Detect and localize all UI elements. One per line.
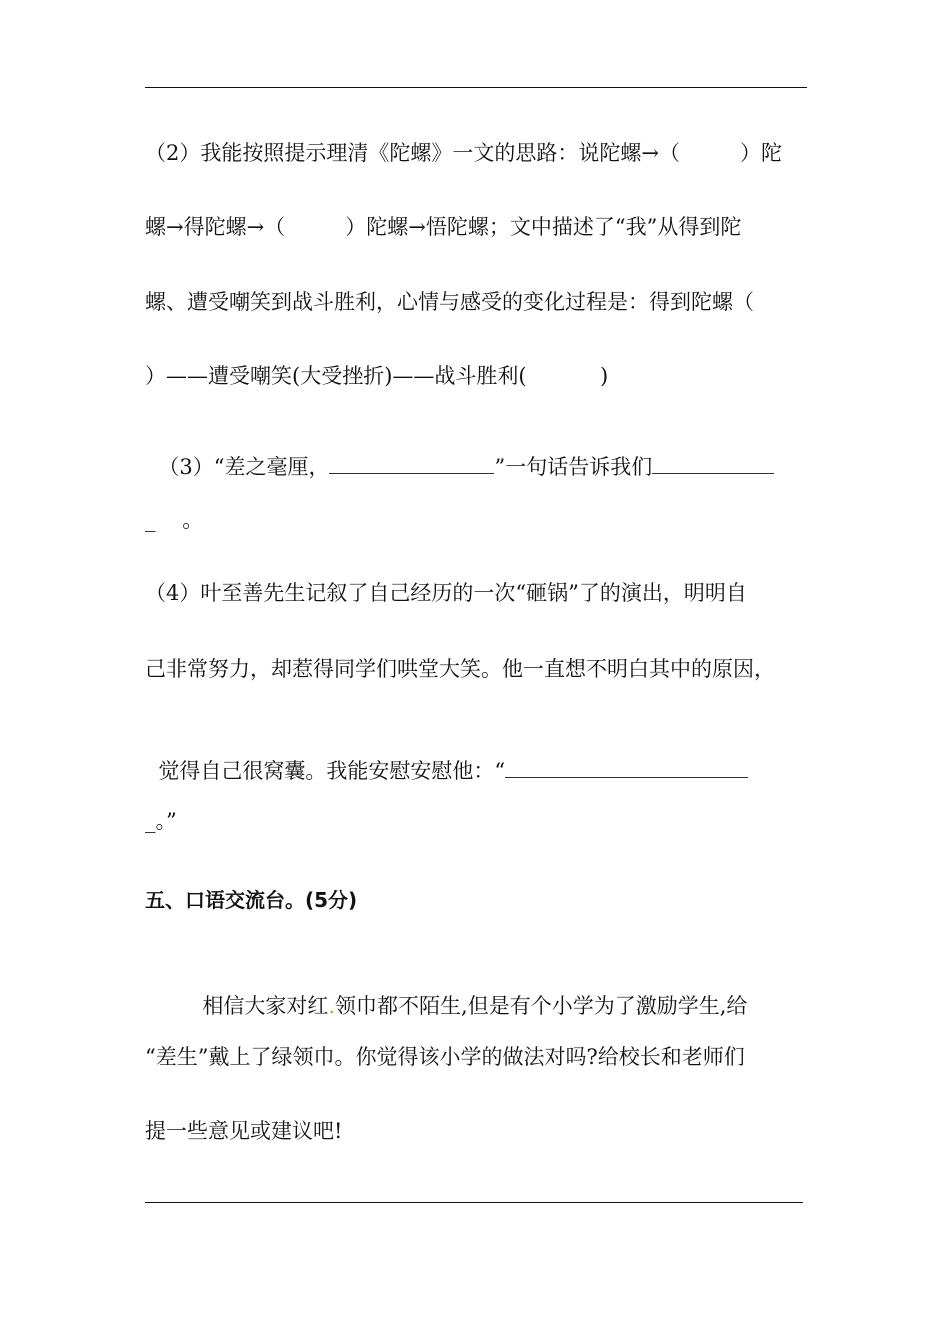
section-5-para-line-1 [189, 967, 747, 1019]
q2-line-1: （2）我能按照提示理清《陀螺》一文的思路：说陀螺→（ ）陀 [145, 141, 783, 165]
q4-line-4: _。” [145, 809, 177, 833]
q3-line-2: _ 。 [145, 508, 204, 532]
para-line-1-b: 领巾都不陌生,但是有个小学为了激励学生,给 [335, 994, 748, 1018]
section-5-para-line-2: “差生”戴上了绿领巾。你觉得该小学的做法对吗?给校长和老师们 [145, 1045, 745, 1069]
para-line-1-a: 相信大家对红 [202, 994, 329, 1018]
q4-answer-blank[interactable] [505, 757, 748, 778]
section-5-heading: 五、口语交流台。(5分) [145, 888, 358, 912]
section-5-para-line-3: 提一些意见或建议吧! [145, 1119, 343, 1143]
q4-line-1: （4）叶至善先生记叙了自己经历的一次“砸锅”了的演出，明明自 [145, 581, 747, 605]
q2-line-2: 螺→得陀螺→（ ）陀螺→悟陀螺；文中描述了“我”从得到陀 [145, 215, 742, 239]
emphasis-dot: . [328, 994, 336, 1018]
answer-line[interactable] [145, 1202, 803, 1203]
q2-line-4: ）——遭受嘲笑(大受挫折)——战斗胜利( ) [145, 364, 609, 388]
q4-line-3 [145, 731, 748, 784]
q3-prefix: （3）“差之毫厘， [158, 455, 330, 479]
q3-middle: ”一句话告诉我们 [494, 455, 653, 479]
top-rule [145, 87, 807, 88]
q3-line-1 [145, 427, 774, 480]
q4-line-3-prefix: 觉得自己很窝囊。我能安慰安慰他：“ [158, 759, 506, 783]
q2-line-3: 螺、遭受嘲笑到战斗胜利，心情与感受的变化过程是：得到陀螺（ [145, 290, 754, 314]
q4-line-2: 己非常努力，却惹得同学们哄堂大笑。他一直想不明白其中的原因， [145, 657, 775, 681]
q3-blank-2[interactable] [652, 453, 774, 474]
q3-blank-1[interactable] [329, 453, 494, 474]
